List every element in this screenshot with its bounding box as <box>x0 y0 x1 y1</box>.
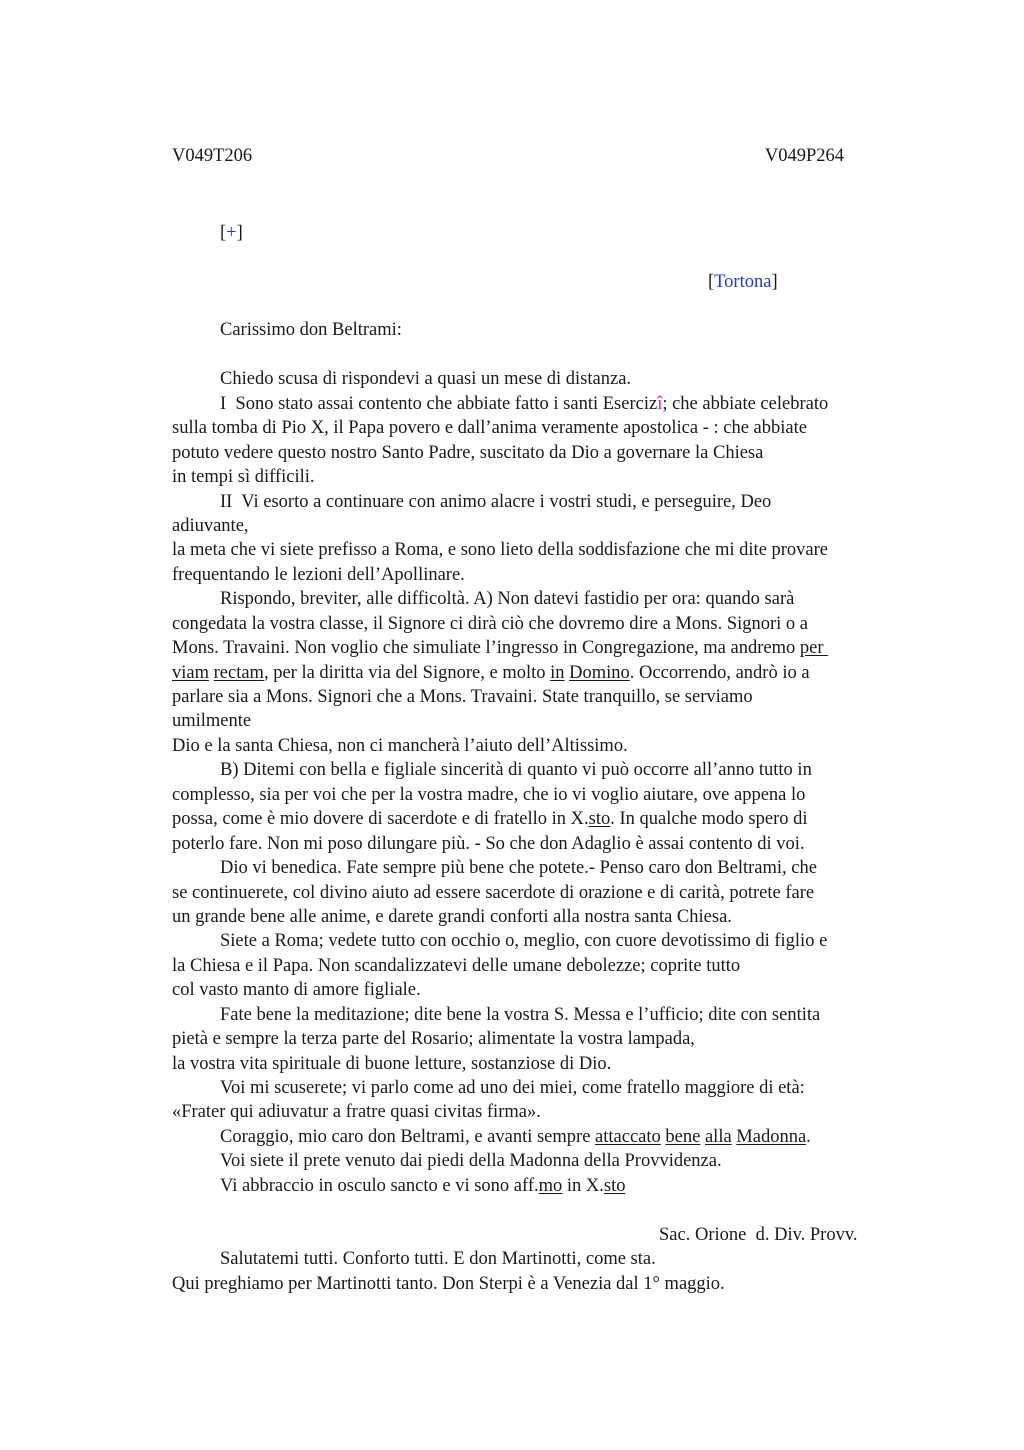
accent-glyph: î <box>657 394 663 414</box>
cross-link[interactable]: + <box>226 223 237 243</box>
place-link[interactable]: Tortona <box>714 272 772 292</box>
letter-line: Dio vi benedica. Fate sempre più bene che potete.- Penso caro don Beltrami, che <box>220 858 817 878</box>
letter-line: II Vi esorto a continuare con animo alacre i vostri studi, e perseguire, Deo <box>220 492 772 512</box>
letter-line: la Chiesa e il Papa. Non scandalizzatevi delle umane debolezze; coprite tutto <box>172 956 741 976</box>
letter-line: parlare sia a Mons. Signori che a Mons. Travaini. State tranquillo, se serviamo <box>172 687 753 707</box>
letter-line: se continuerete, col divino aiuto ad essere sacerdote di orazione e di carità, potrete fare <box>172 883 815 903</box>
letter-line: Voi mi scuserete; vi parlo come ad uno dei miei, come fratello maggiore di età: <box>220 1078 805 1098</box>
cross-marker: [+] <box>220 223 243 243</box>
signature: Sac. Orione d. Div. Provv. <box>659 1225 858 1245</box>
letter-line: congedata la vostra classe, il Signore ci dirà ciò che dovremo dire a Mons. Signori o a <box>172 614 809 634</box>
letter-line: complesso, sia per voi che per la vostra madre, che io vi voglio aiutare, ove appena lo <box>172 785 806 805</box>
place-marker: [Tortona] <box>708 272 778 292</box>
letter-line: Mons. Travaini. Non voglio che simuliate l’ingresso in Congregazione, ma andremo per <box>172 638 829 658</box>
letter-line: poterlo fare. Non mi poso dilungare più. - So che don Adaglio è assai contento di voi. <box>172 834 805 854</box>
postscript-line: Qui preghiamo per Martinotti tanto. Don Sterpi è a Venezia dal 1° maggio. <box>172 1274 725 1294</box>
postscript-line: Salutatemi tutti. Conforto tutti. E don Martinotti, come sta. <box>220 1249 656 1269</box>
letter-line: in tempi sì difficili. <box>172 467 315 487</box>
letter-line: B) Ditemi con bella e figliale sincerità di quanto vi può occorre all’anno tutto in <box>220 760 812 780</box>
letter-line: Rispondo, breviter, alle difficoltà. A) Non datevi fastidio per ora: quando sarà <box>220 589 795 609</box>
letter-line: Vi abbraccio in osculo sancto e vi sono aff.mo in X.sto <box>220 1176 626 1196</box>
header-left-code: V049T206 <box>172 146 253 166</box>
letter-line: la vostra vita spirituale di buone letture, sostanziose di Dio. <box>172 1054 612 1074</box>
letter-line: Dio e la santa Chiesa, non ci mancherà l’aiuto dell’Altissimo. <box>172 736 628 756</box>
letter-line: Siete a Roma; vedete tutto con occhio o, meglio, con cuore devotissimo di figlio e <box>220 931 828 951</box>
letter-line: Voi siete il prete venuto dai piedi della Madonna della Provvidenza. <box>220 1151 722 1171</box>
salutation: Carissimo don Beltrami: <box>220 320 402 340</box>
letter-line: potuto vedere questo nostro Santo Padre, suscitato da Dio a governare la Chiesa <box>172 443 764 463</box>
letter-line: la meta che vi siete prefisso a Roma, e sono lieto della soddisfazione che mi dite provare <box>172 540 829 560</box>
letter-line: col vasto manto di amore figliale. <box>172 980 421 1000</box>
letter-line: «Frater qui adiuvatur a fratre quasi civitas firma». <box>172 1102 541 1122</box>
letter-line: Coraggio, mio caro don Beltrami, e avanti sempre attaccato bene alla Madonna. <box>220 1127 811 1147</box>
letter-line: possa, come è mio dovere di sacerdote e di fratello in X.sto. In qualche modo spero di <box>172 809 808 829</box>
letter-line: frequentando le lezioni dell’Apollinare. <box>172 565 465 585</box>
letter-line: sulla tomba di Pio X, il Papa povero e dall’anima veramente apostolica - : che abbiate <box>172 418 807 438</box>
letter-line: Fate bene la meditazione; dite bene la vostra S. Messa e l’ufficio; dite con sentita <box>220 1005 821 1025</box>
letter-line: I Sono stato assai contento che abbiate fatto i santi Esercizî; che abbiate celebrato <box>220 394 829 414</box>
letter-line: pietà e sempre la terza parte del Rosario; alimentate la vostra lampada, <box>172 1029 695 1049</box>
letter-line: viam rectam, per la diritta via del Signore, e molto in Domino. Occorrendo, andrò io a <box>172 663 810 683</box>
letter-line: umilmente <box>172 711 252 731</box>
letter-line: un grande bene alle anime, e darete grandi conforti alla nostra santa Chiesa. <box>172 907 732 927</box>
letter-line: Chiedo scusa di rispondevi a quasi un mese di distanza. <box>220 369 632 389</box>
header-right-code: V049P264 <box>764 146 844 166</box>
letter-line: adiuvante, <box>172 516 249 536</box>
